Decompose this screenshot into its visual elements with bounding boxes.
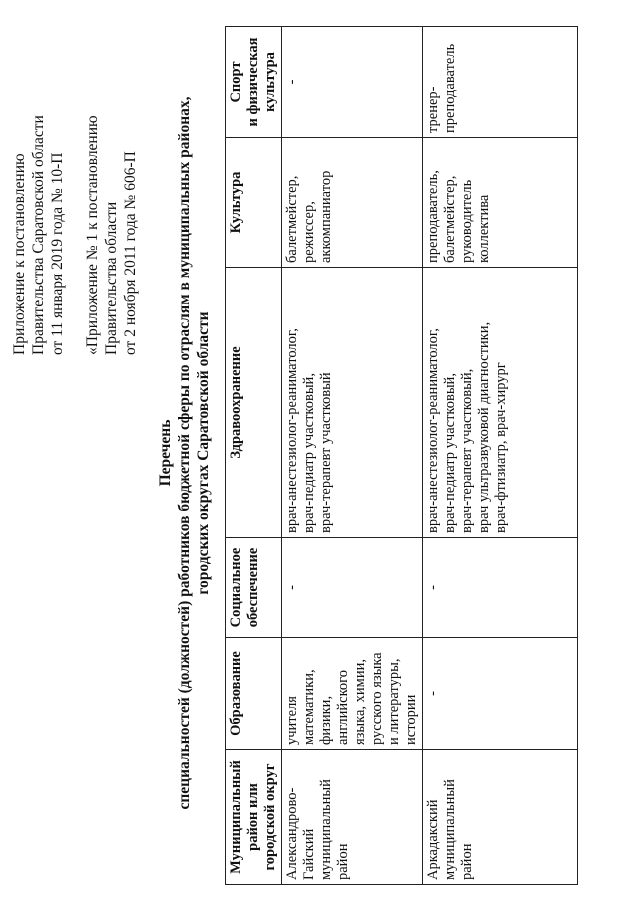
cell-sport: - (282, 27, 423, 138)
cell-culture: балетмейстер, режиссер, аккомпаниатор (282, 138, 423, 268)
cell-health: врач-анестезиолог-реаниматолог, врач-педиатр участковый, врач-терапевт участковый, врач ультразвуковой диагностики, врач-фтизиатр, врач-хирург (423, 268, 578, 538)
header-culture: Культура (226, 138, 282, 268)
cell-culture: преподаватель, балетмейстер, руководитель коллектива (423, 138, 578, 268)
header-social: Социальное обеспечение (226, 538, 282, 638)
header-health: Здравоохранение (226, 268, 282, 538)
table-row (282, 27, 423, 885)
title-line: специальностей (должностей) работников бюджетной сферы по отраслям в муниципальных районах, (176, 96, 193, 810)
appendix-line: от 2 ноября 2011 года № 606-П (122, 151, 139, 355)
rotated-landscape-sheet (10, 13, 630, 893)
title-line: городских округах Саратовской области (195, 311, 212, 595)
appendix-line: «Приложение № 1 к постановлению (84, 115, 101, 355)
cell-education: - (423, 638, 578, 750)
document-title (156, 13, 213, 893)
cell-district: Аркадакский муниципальный район (423, 750, 578, 885)
header-education: Образование (226, 638, 282, 750)
header-district: Муниципальный район или городской округ (226, 750, 282, 885)
appendix-line: Правительства Саратовской области (30, 115, 47, 355)
specialties-table (225, 26, 578, 885)
cell-social: - (423, 538, 578, 638)
cell-education: учителя математики, физики, английского языка, химии, русского языка и литературы, истории (282, 638, 423, 750)
table-row (423, 27, 578, 885)
cell-social: - (282, 538, 423, 638)
cell-district: Александрово- Гайский муниципальный район (282, 750, 423, 885)
table-header-row (226, 27, 282, 885)
appendix-line: от 11 января 2019 года № 10-П (49, 152, 66, 355)
header-sport: Спорт и физическая культура (226, 27, 282, 138)
appendix-note (10, 115, 140, 355)
cell-health: врач-анестезиолог-реаниматолог, врач-педиатр участковый, врач-терапевт участковый (282, 268, 423, 538)
cell-sport: тренер- преподаватель (423, 27, 578, 138)
appendix-line: Приложение к постановлению (11, 153, 28, 355)
appendix-line: Правительства области (103, 201, 120, 355)
title-line: Перечень (157, 419, 174, 487)
